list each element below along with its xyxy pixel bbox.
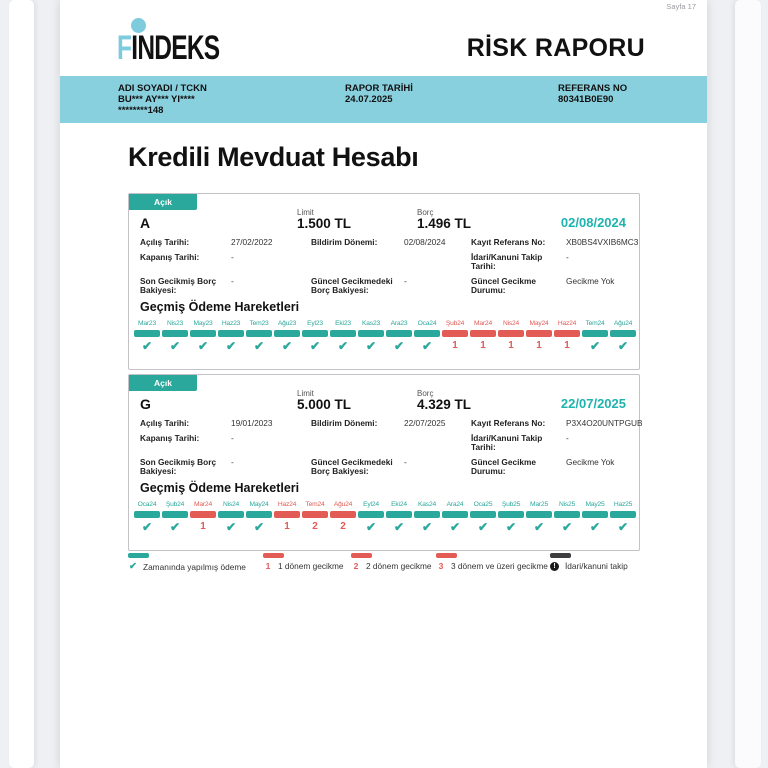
detail-label: Güncel Gecikme Durumu:: [471, 456, 537, 476]
delay-count: 2: [340, 520, 346, 532]
timeline-month-cell: [498, 501, 524, 534]
legend-bar: [550, 553, 571, 558]
detail-label: Açılış Tarihi:: [140, 418, 190, 428]
timeline-month-label: Nis23: [166, 320, 184, 327]
ontime-check-icon: ✔: [281, 338, 293, 353]
ontime-check-icon: ✔: [253, 519, 265, 534]
timeline-month-cell: [302, 501, 328, 534]
timeline-bar: [330, 511, 356, 518]
timeline-bar: [554, 330, 580, 337]
timeline-month-cell: [582, 320, 608, 353]
detail-label: Güncel Gecikme Durumu:: [471, 275, 537, 295]
timeline-month-label: Mar25: [530, 501, 548, 508]
timeline-bar: [386, 330, 412, 337]
ontime-check-icon: ✔: [309, 338, 321, 353]
timeline-month-label: Oca24: [137, 501, 157, 508]
ontime-check-icon: ✔: [141, 519, 153, 534]
detail-value: 27/02/2022: [231, 237, 273, 247]
detail-label: Açılış Tarihi:: [140, 237, 190, 247]
detail-label: İdari/Kanuni Takip Tarihi:: [471, 432, 543, 452]
banner-name-label: ADI SOYADI / TCKN: [118, 83, 207, 94]
timeline-month-cell: [610, 320, 636, 353]
timeline-month-cell: [442, 501, 468, 534]
report-title: RİSK RAPORU: [466, 34, 645, 62]
timeline-month-label: Haz24: [557, 320, 577, 327]
legend-label: 3 dönem ve üzeri gecikme: [451, 561, 548, 571]
timeline-month-cell: [302, 320, 328, 353]
timeline-month-label: Tem24: [585, 320, 605, 327]
timeline-bar: [162, 330, 188, 337]
debt-label: Borç: [417, 389, 434, 398]
delay-count: 2: [312, 520, 318, 532]
detail-value: -: [231, 251, 234, 262]
timeline-month-cell: [218, 320, 244, 353]
notification-date: 02/08/2024: [560, 215, 626, 230]
detail-label: Güncel Gecikmedeki Borç Bakiyesi:: [311, 456, 393, 476]
timeline-bar: [330, 330, 356, 337]
debt-value: 1.496 TL: [417, 216, 472, 231]
timeline-month-cell: [218, 501, 244, 534]
detail-label: Bildirim Dönemi:: [311, 237, 378, 247]
timeline-bar: [134, 511, 160, 518]
timeline-month-label: Eyl23: [307, 320, 323, 327]
legend-label: 1 dönem gecikme: [278, 561, 344, 571]
timeline-month-cell: [470, 320, 496, 353]
timeline-bar: [470, 330, 496, 337]
account-detail-grid: [140, 237, 639, 296]
timeline-bar: [246, 511, 272, 518]
timeline-bar: [218, 511, 244, 518]
delay-count: 1: [480, 339, 486, 351]
timeline-bar: [442, 330, 468, 337]
timeline-month-cell: [498, 320, 524, 353]
detail-label: Bildirim Dönemi:: [311, 418, 378, 428]
detail-value: P3X4O20UNTPGUB: [566, 418, 643, 428]
ontime-check-icon: ✔: [589, 519, 601, 534]
timeline-month-cell: [414, 501, 440, 534]
timeline-bar: [190, 330, 216, 337]
legend-item: [263, 553, 351, 572]
account-name: A: [140, 215, 151, 231]
section-title: Kredili Mevduat Hesabı: [128, 142, 419, 172]
timeline-month-cell: [526, 501, 552, 534]
detail-label: Kayıt Referans No:: [471, 418, 546, 428]
legend-bar: [128, 553, 149, 558]
timeline-month-label: Tem24: [305, 501, 325, 508]
limit-value: 1.500 TL: [297, 216, 352, 231]
timeline-month-cell: [134, 320, 160, 353]
timeline-bar: [470, 511, 496, 518]
timeline-bar: [414, 511, 440, 518]
payment-history-title: Geçmiş Ödeme Hareketleri: [140, 481, 300, 495]
timeline-month-label: Tem23: [249, 320, 269, 327]
banner-reference-block: [558, 83, 627, 105]
banner-report-date-value: 24.07.2025: [345, 94, 393, 105]
timeline-month-cell: [554, 320, 580, 353]
timeline-month-label: Haz25: [613, 501, 633, 508]
timeline-month-cell: [330, 320, 356, 353]
timeline-month-label: Nis25: [558, 501, 576, 508]
ontime-check-icon: ✔: [533, 519, 545, 534]
delay-count: 1: [536, 339, 542, 351]
timeline-bar: [218, 330, 244, 337]
identity-banner: [60, 76, 707, 123]
ontime-check-icon: ✔: [225, 338, 237, 353]
legend-bar: [436, 553, 457, 558]
delay-count: 1: [564, 339, 570, 351]
timeline-bar: [526, 511, 552, 518]
ontime-check-icon: ✔: [337, 338, 349, 353]
ontime-check-icon: ✔: [449, 519, 461, 534]
banner-reference-value: 80341B0E90: [558, 94, 614, 105]
payment-history-timeline: [134, 501, 636, 534]
timeline-month-cell: [162, 501, 188, 534]
ontime-check-icon: ✔: [365, 519, 377, 534]
detail-label: Son Gecikmiş Borç Bakiyesi:: [140, 275, 217, 295]
legend-bar: [263, 553, 284, 558]
timeline-month-cell: [274, 320, 300, 353]
timeline-month-cell: [414, 320, 440, 353]
ontime-check-icon: ✔: [617, 338, 629, 353]
limit-block: [297, 207, 351, 229]
timeline-month-cell: [190, 320, 216, 353]
logo-letters-rest: INDEKS: [131, 29, 220, 67]
detail-label: Son Gecikmiş Borç Bakiyesi:: [140, 456, 217, 476]
timeline-month-label: Mar24: [474, 320, 492, 327]
limit-label: Limit: [297, 208, 314, 217]
ontime-check-icon: ✔: [421, 519, 433, 534]
detail-value: -: [566, 432, 569, 443]
timeline-month-cell: [358, 501, 384, 534]
detail-value: Gecikme Yok: [566, 275, 615, 286]
timeline-bar: [302, 511, 328, 518]
timeline-month-label: Mar23: [138, 320, 156, 327]
timeline-month-label: Oca25: [473, 501, 493, 508]
timeline-bar: [554, 511, 580, 518]
legend-label: 2 dönem gecikme: [366, 561, 432, 571]
detail-value: 19/01/2023: [231, 418, 273, 428]
timeline-month-label: Kas23: [362, 320, 380, 327]
detail-value: -: [231, 275, 234, 286]
timeline-month-cell: [442, 320, 468, 353]
timeline-bar: [610, 330, 636, 337]
timeline-bar: [414, 330, 440, 337]
ontime-check-icon: ✔: [141, 338, 153, 353]
ontime-check-icon: ✔: [421, 338, 433, 353]
timeline-month-cell: [610, 501, 636, 534]
ontime-check-icon: ✔: [477, 519, 489, 534]
timeline-bar: [526, 330, 552, 337]
timeline-month-label: Şub24: [165, 501, 185, 508]
timeline-bar: [386, 511, 412, 518]
debt-label: Borç: [417, 208, 434, 217]
ontime-check-icon: ✔: [393, 519, 405, 534]
timeline-month-label: May24: [529, 320, 549, 327]
payment-legend: [128, 553, 648, 572]
timeline-month-cell: [190, 501, 216, 534]
adjacent-page-edge-left: [9, 0, 34, 768]
timeline-bar: [246, 330, 272, 337]
legend-delay-number: 2: [353, 561, 359, 571]
timeline-month-label: Şub25: [501, 501, 521, 508]
debt-block: [417, 388, 471, 410]
account-card: [128, 193, 640, 370]
legend-item: [550, 553, 628, 572]
legend-delay-number: 1: [265, 561, 271, 571]
timeline-month-cell: [582, 501, 608, 534]
timeline-bar: [358, 511, 384, 518]
banner-name-masked: BU*** AY*** YI****: [118, 94, 195, 105]
timeline-month-label: Ağu24: [333, 501, 353, 508]
legend-item: [128, 553, 263, 572]
legend-delay-number: 3: [438, 561, 444, 571]
ontime-check-icon: ✔: [253, 338, 265, 353]
timeline-bar: [610, 511, 636, 518]
timeline-month-label: Eki23: [335, 320, 351, 327]
detail-value: -: [231, 432, 234, 443]
status-badge: Açık: [129, 375, 197, 391]
ontime-check-icon: ✔: [225, 519, 237, 534]
timeline-month-label: Eyl24: [363, 501, 379, 508]
delay-count: 1: [200, 520, 206, 532]
ontime-check-icon: ✔: [505, 519, 517, 534]
timeline-month-label: Haz23: [221, 320, 241, 327]
timeline-month-label: Şub24: [445, 320, 465, 327]
detail-label: Kapanış Tarihi:: [140, 251, 200, 262]
limit-label: Limit: [297, 389, 314, 398]
timeline-month-cell: [386, 501, 412, 534]
timeline-month-label: May24: [249, 501, 269, 508]
ontime-check-icon: ✔: [393, 338, 405, 353]
detail-label: [311, 253, 404, 272]
detail-value: [404, 434, 471, 453]
status-badge: Açık: [129, 194, 197, 210]
account-card: [128, 374, 643, 551]
timeline-month-cell: [554, 501, 580, 534]
detail-value: 22/07/2025: [404, 418, 446, 428]
ontime-check-icon: ✔: [197, 338, 209, 353]
legend-label: Zamanında yapılmış ödeme: [143, 561, 246, 572]
legend-check-icon: ✔: [129, 561, 137, 572]
report-page: [60, 0, 707, 768]
detail-value: -: [231, 456, 234, 467]
limit-value: 5.000 TL: [297, 397, 352, 412]
timeline-month-cell: [246, 501, 272, 534]
timeline-bar: [274, 330, 300, 337]
timeline-bar: [134, 330, 160, 337]
detail-label: Kapanış Tarihi:: [140, 432, 200, 443]
ontime-check-icon: ✔: [617, 519, 629, 534]
legend-item: [436, 553, 550, 572]
page-number: Sayfa 17: [666, 2, 696, 11]
timeline-bar: [582, 511, 608, 518]
timeline-month-label: Kas24: [418, 501, 436, 508]
notification-date: 22/07/2025: [560, 396, 626, 411]
timeline-month-cell: [386, 320, 412, 353]
timeline-bar: [190, 511, 216, 518]
logo-letter-f: F: [117, 29, 132, 67]
banner-report-date-label: RAPOR TARİHİ: [345, 83, 413, 94]
detail-label: Kayıt Referans No:: [471, 237, 546, 247]
detail-value: -: [404, 456, 407, 467]
timeline-month-cell: [246, 320, 272, 353]
timeline-month-label: Ağu23: [277, 320, 297, 327]
timeline-month-cell: [526, 320, 552, 353]
detail-value: XB0BS4VXIB6MC3: [566, 237, 639, 247]
timeline-bar: [442, 511, 468, 518]
ontime-check-icon: ✔: [169, 519, 181, 534]
banner-report-date-block: [345, 83, 413, 105]
payment-history-title: Geçmiş Ödeme Hareketleri: [140, 300, 300, 314]
legend-item: [351, 553, 436, 572]
legend-label: İdari/kanuni takip: [565, 561, 628, 571]
timeline-month-label: Ağu24: [613, 320, 633, 327]
timeline-bar: [498, 511, 524, 518]
timeline-month-label: Mar24: [194, 501, 212, 508]
banner-tckn-masked: ********148: [118, 105, 164, 116]
timeline-month-label: Eki24: [391, 501, 407, 508]
findeks-logo: [117, 25, 259, 73]
detail-value: -: [404, 275, 407, 286]
legend-bar: [351, 553, 372, 558]
timeline-month-cell: [162, 320, 188, 353]
timeline-bar: [358, 330, 384, 337]
detail-label: Güncel Gecikmedeki Borç Bakiyesi:: [311, 275, 393, 295]
banner-name-block: [118, 83, 207, 116]
timeline-bar: [302, 330, 328, 337]
detail-label: İdari/Kanuni Takip Tarihi:: [471, 251, 543, 271]
delay-count: 1: [508, 339, 514, 351]
timeline-month-label: Haz24: [277, 501, 297, 508]
delay-count: 1: [452, 339, 458, 351]
detail-value: -: [566, 251, 569, 262]
timeline-month-cell: [358, 320, 384, 353]
ontime-check-icon: ✔: [561, 519, 573, 534]
payment-history-timeline: [134, 320, 636, 353]
timeline-bar: [274, 511, 300, 518]
timeline-month-cell: [330, 501, 356, 534]
account-detail-grid: [140, 418, 643, 477]
ontime-check-icon: ✔: [589, 338, 601, 353]
ontime-check-icon: ✔: [365, 338, 377, 353]
legend-takip-icon: !: [550, 562, 559, 571]
timeline-month-label: Nis24: [222, 501, 240, 508]
detail-value: Gecikme Yok: [566, 456, 615, 467]
detail-value: 02/08/2024: [404, 237, 446, 247]
detail-label: [311, 434, 404, 453]
account-name: G: [140, 396, 151, 412]
adjacent-page-edge-right: [735, 0, 761, 768]
timeline-bar: [162, 511, 188, 518]
timeline-month-label: Ara23: [390, 320, 408, 327]
ontime-check-icon: ✔: [169, 338, 181, 353]
timeline-month-label: Ara24: [446, 501, 464, 508]
timeline-month-label: May25: [585, 501, 605, 508]
debt-block: [417, 207, 471, 229]
limit-block: [297, 388, 351, 410]
banner-reference-label: REFERANS NO: [558, 83, 628, 94]
delay-count: 1: [284, 520, 290, 532]
debt-value: 4.329 TL: [417, 397, 472, 412]
timeline-month-label: May23: [193, 320, 213, 327]
timeline-month-cell: [470, 501, 496, 534]
timeline-bar: [582, 330, 608, 337]
detail-value: [404, 253, 471, 272]
timeline-month-label: Oca24: [417, 320, 437, 327]
timeline-bar: [498, 330, 524, 337]
timeline-month-cell: [134, 501, 160, 534]
timeline-month-cell: [274, 501, 300, 534]
timeline-month-label: Nis24: [502, 320, 520, 327]
